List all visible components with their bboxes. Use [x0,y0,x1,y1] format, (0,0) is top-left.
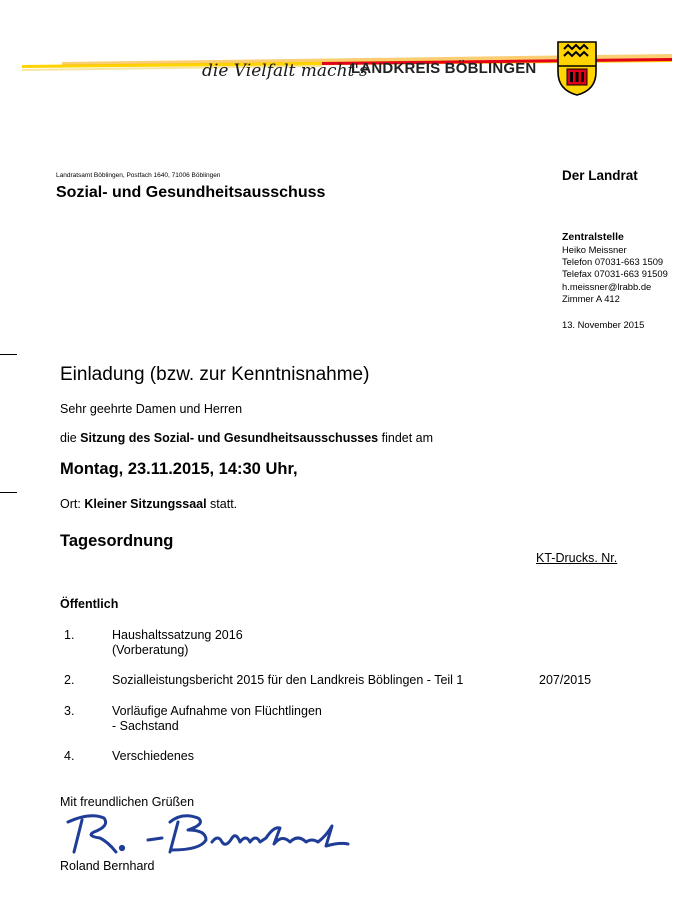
agenda-item-line1: Vorläufige Aufnahme von Flüchtlingen [112,704,322,718]
contact-email: h.meissner@lrabb.de [562,280,652,292]
contact-fax: Telefax 07031-663 91509 [562,268,668,280]
agenda-item-text: Sozialleistungsbericht 2015 für den Landkreis Böblingen - Teil 1 [112,673,464,687]
meeting-place [60,497,237,511]
district-crest-icon [556,40,598,96]
return-address: Landratsamt Böblingen, Postfach 1640, 71006 Böblingen [56,172,221,179]
meeting-date: Montag, 23.11.2015, 14:30 Uhr, [60,460,298,478]
closing-greeting: Mit freundlichen Grüßen [60,795,195,809]
agenda-title: Tagesordnung [60,532,174,550]
agenda-item-text [112,628,243,658]
place-post: statt. [206,497,238,511]
place-pre: Ort: [60,497,85,511]
contact-name: Heiko Meissner [562,244,627,255]
agenda-item-drucks: 207/2015 [539,673,592,687]
kt-drucks-header: KT-Drucks. Nr. [536,551,618,565]
fold-mark [0,354,17,355]
agenda-section-public: Öffentlich [60,597,119,611]
agenda-item-number: 1. [64,628,75,642]
agenda-item-line2: - Sachstand [112,719,179,733]
invitation-heading: Einladung (bzw. zur Kenntnisnahme) [60,364,370,385]
recipient-committee: Sozial- und Gesundheitsausschuss [56,184,326,201]
agenda-item-line2: (Vorberatung) [112,643,189,657]
salutation: Sehr geehrte Damen und Herren [60,402,243,416]
contact-department: Zentralstelle [562,231,624,243]
sender-title: Der Landrat [562,168,638,183]
fold-mark [0,492,17,493]
letter-date: 13. November 2015 [562,319,645,331]
handwritten-signature [60,808,350,858]
agenda-item-number: 3. [64,704,75,718]
contact-room: Zimmer A 412 [562,292,620,304]
agenda-item-text [112,704,322,734]
contact-block [562,230,668,331]
intro-pre: die [60,431,81,445]
agenda-item-text: Verschiedenes [112,749,195,763]
intro-meeting-name: Sitzung des Sozial- und Gesundheitsausschusses [80,431,379,445]
signer-name: Roland Bernhard [60,859,155,873]
place-room: Kleiner Sitzungssaal [84,497,207,511]
agenda-item-number: 2. [64,673,75,687]
slogan-die: die Vielfalt macht's [202,61,368,81]
intro-post: findet am [378,431,434,445]
agenda-item-line1: Haushaltssatzung 2016 [112,628,243,642]
contact-phone: Telefon 07031-663 1509 [562,256,664,268]
intro-sentence [60,431,433,445]
letterhead [0,0,696,120]
district-name: LANDKREIS BÖBLINGEN [351,60,537,77]
agenda-item-number: 4. [64,749,75,763]
